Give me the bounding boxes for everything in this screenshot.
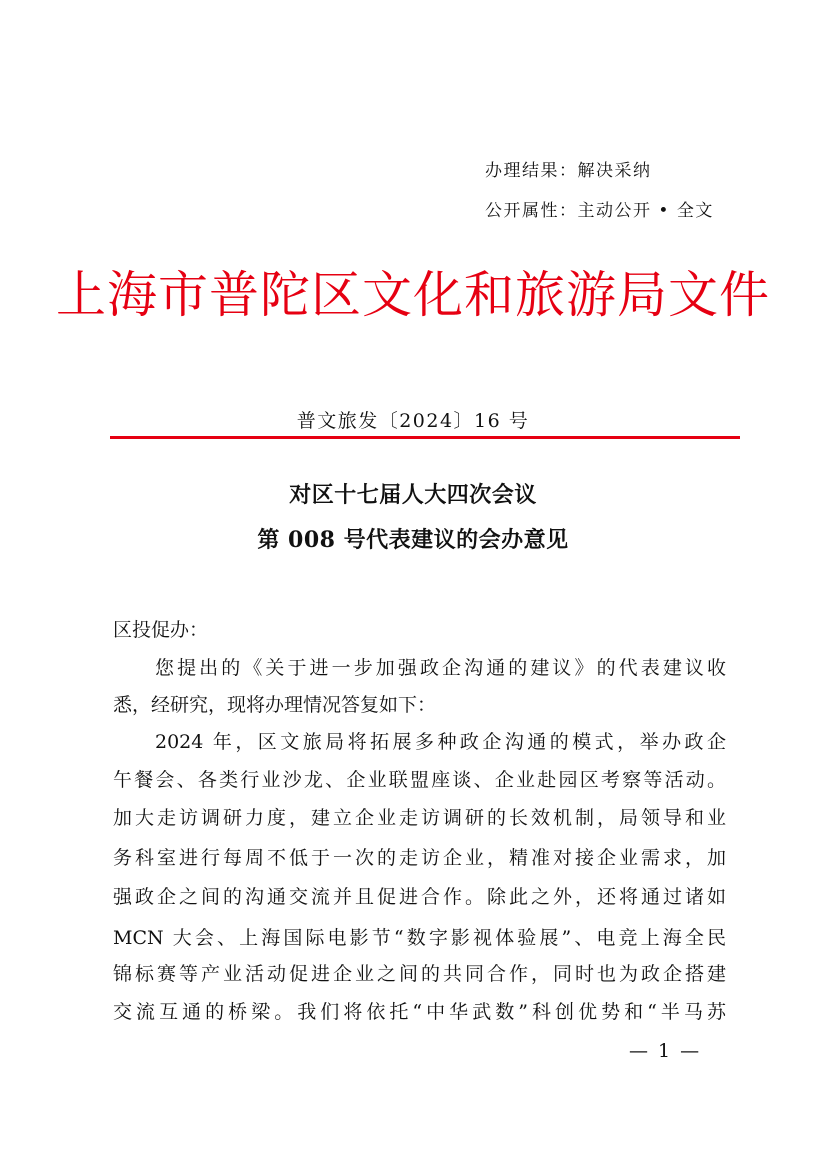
body-line: 务科室进行每周不低于一次的走访企业，精准对接企业需求，加 [113,847,726,869]
issuing-authority-heading: 上海市普陀区文化和旅游局文件 [56,266,770,324]
document-title-line-2: 第 008 号代表建议的会办意见 [257,527,569,553]
handling-result: 办理结果：解决采纳 [485,161,652,181]
body-line: 交流互通的桥梁。我们将依托“中华武数”科创优势和“半马苏 [113,1001,726,1023]
body-line: 午餐会、各类行业沙龙、企业联盟座谈、企业赴园区考察等活动。 [113,769,726,791]
body-line: 您提出的《关于进一步加强政企沟通的建议》的代表建议收 [155,657,726,679]
body-line: 加大走访调研力度，建立企业走访调研的长效机制，局领导和业 [113,807,726,829]
red-separator-line [110,436,740,439]
disclosure-attribute: 公开属性：主动公开 • 全文 [485,201,714,221]
body-line: 强政企之间的沟通交流并且促进合作。除此之外，还将通过诸如 [113,886,726,908]
document-number: 普文旅发〔2024〕16 号 [296,410,530,432]
body-line: 2024 年，区文旅局将拓展多种政企沟通的模式，举办政企 [155,731,726,753]
salutation: 区投促办： [113,619,209,641]
body-line: 悉，经研究，现将办理情况答复如下： [113,694,437,716]
body-line: 锦标赛等产业活动促进企业之间的共同合作，同时也为政企搭建 [113,963,726,985]
body-line: MCN 大会、上海国际电影节“数字影视体验展”、电竞上海全民 [113,927,726,949]
page-number: — 1 — [629,1040,702,1062]
document-title-line-1: 对区十七届人大四次会议 [289,482,537,508]
